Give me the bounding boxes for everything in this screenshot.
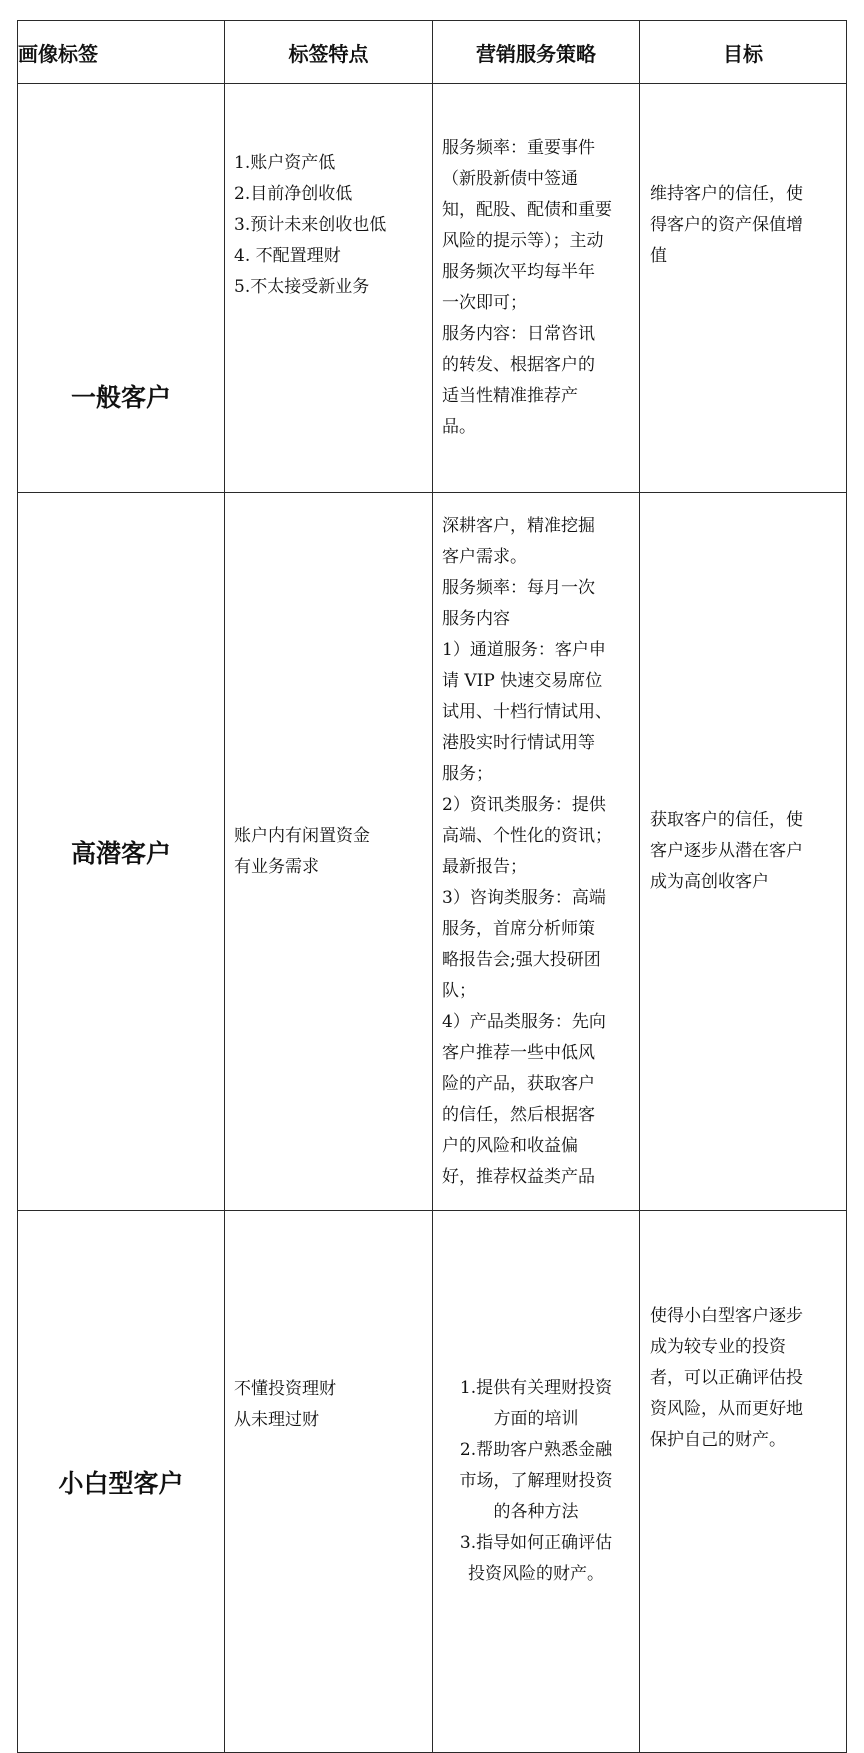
feature-line: 1.账户资产低 <box>234 153 336 173</box>
header-cell: 目标 <box>640 21 847 84</box>
strategy-text <box>433 1373 639 1590</box>
goal-cell <box>640 1211 847 1753</box>
strategy-line: 方面的培训 <box>493 1409 579 1429</box>
header-cell: 标签特点 <box>225 21 433 84</box>
goal-cell <box>640 493 847 1211</box>
features-cell <box>225 1211 433 1753</box>
goal-text <box>640 179 846 272</box>
features-list <box>225 1374 432 1436</box>
goal-line: 得客户的资产保值增 <box>650 215 803 235</box>
customer-profile-table <box>17 20 847 1753</box>
goal-line: 值 <box>650 246 667 266</box>
strategy-line: 高端、个性化的资讯； <box>442 825 612 846</box>
profile-label: 高潜客户 <box>18 493 225 1211</box>
strategy-line: 服务频率：每月一次 <box>442 577 595 598</box>
goal-line: 成为较专业的投资 <box>650 1337 786 1357</box>
strategy-line: 最新报告； <box>442 856 527 877</box>
goal-cell <box>640 84 847 493</box>
strategy-line: 的转发、根据客户的 <box>442 355 595 375</box>
strategy-line: 的信任，然后根据客 <box>442 1104 595 1125</box>
strategy-line: 风险的提示等）；主动 <box>442 231 604 251</box>
features-list <box>225 148 432 303</box>
goal-line: 保护自己的财产。 <box>650 1430 786 1450</box>
strategy-line: 客户推荐一些中低风 <box>442 1042 595 1063</box>
feature-line: 从未理过财 <box>234 1410 319 1430</box>
feature-line: 4. 不配置理财 <box>234 246 341 266</box>
strategy-cell <box>433 493 640 1211</box>
goal-line: 获取客户的信任，使 <box>650 810 803 830</box>
strategy-line: 品。 <box>442 417 476 437</box>
strategy-line: 的各种方法 <box>493 1502 579 1522</box>
feature-line: 不懂投资理财 <box>234 1379 336 1399</box>
goal-text <box>640 805 846 898</box>
feature-line: 2.目前净创收低 <box>234 184 353 204</box>
strategy-line: 2.帮助客户熟悉金融 <box>459 1440 613 1460</box>
strategy-line: 3）咨询类服务：高端 <box>442 887 606 908</box>
features-list <box>225 821 432 883</box>
strategy-line: 请 VIP 快速交易席位 <box>442 670 603 691</box>
strategy-line: 略报告会;强大投研团 <box>442 949 601 970</box>
strategy-line: 险的产品，获取客户 <box>442 1073 595 1094</box>
strategy-cell <box>433 84 640 493</box>
feature-line: 账户内有闲置资金 <box>234 825 370 846</box>
goal-line: 者，可以正确评估投 <box>650 1368 803 1388</box>
strategy-line: 服务内容：日常咨讯 <box>442 324 595 344</box>
goal-line: 资风险，从而更好地 <box>650 1399 803 1419</box>
strategy-line: 2）资讯类服务：提供 <box>442 794 606 815</box>
table-row <box>18 493 847 1211</box>
strategy-cell <box>433 1211 640 1753</box>
goal-line: 维持客户的信任，使 <box>650 184 803 204</box>
strategy-line: 服务频率：重要事件 <box>442 138 595 158</box>
profile-label: 一般客户 <box>18 84 225 493</box>
strategy-text <box>433 511 639 1193</box>
goal-line: 成为高创收客户 <box>650 872 769 892</box>
feature-line: 5.不太接受新业务 <box>234 277 370 297</box>
feature-line: 有业务需求 <box>234 856 319 877</box>
strategy-line: 深耕客户，精准挖掘 <box>442 515 595 536</box>
strategy-line: 3.指导如何正确评估 <box>459 1533 613 1553</box>
strategy-line: 服务； <box>442 763 493 784</box>
table-row <box>18 1211 847 1753</box>
strategy-line: 知，配股、配债和重要 <box>442 200 612 220</box>
strategy-line: （新股新债中签通 <box>442 169 578 189</box>
strategy-line: 投资风险的财产。 <box>468 1564 604 1584</box>
strategy-line: 服务，首席分析师策 <box>442 918 595 939</box>
strategy-line: 1）通道服务：客户申 <box>442 639 606 660</box>
profile-label: 小白型客户 <box>18 1211 225 1753</box>
table-row <box>18 84 847 493</box>
strategy-line: 港股实时行情试用等 <box>442 732 595 753</box>
strategy-line: 客户需求。 <box>442 546 527 567</box>
strategy-line: 服务频次平均每半年 <box>442 262 595 282</box>
strategy-line: 4）产品类服务：先向 <box>442 1011 606 1032</box>
strategy-line: 服务内容 <box>442 608 510 629</box>
goal-line: 使得小白型客户逐步 <box>650 1306 803 1326</box>
header-cell: 营销服务策略 <box>433 21 640 84</box>
features-cell <box>225 84 433 493</box>
strategy-line: 户的风险和收益偏 <box>442 1135 578 1156</box>
header-row <box>18 21 847 84</box>
goal-text <box>640 1301 846 1456</box>
strategy-line: 队； <box>442 980 476 1001</box>
strategy-line: 适当性精准推荐产 <box>442 386 578 406</box>
features-cell <box>225 493 433 1211</box>
strategy-line: 试用、十档行情试用、 <box>442 701 612 722</box>
goal-line: 客户逐步从潜在客户 <box>650 841 803 861</box>
strategy-line: 好，推荐权益类产品 <box>442 1166 595 1187</box>
strategy-line: 一次即可； <box>442 293 527 313</box>
feature-line: 3.预计未来创收也低 <box>234 215 387 235</box>
header-cell: 画像标签 <box>18 21 225 84</box>
strategy-text <box>433 133 639 443</box>
strategy-line: 1.提供有关理财投资 <box>459 1378 613 1398</box>
strategy-line: 市场，了解理财投资 <box>459 1471 613 1491</box>
